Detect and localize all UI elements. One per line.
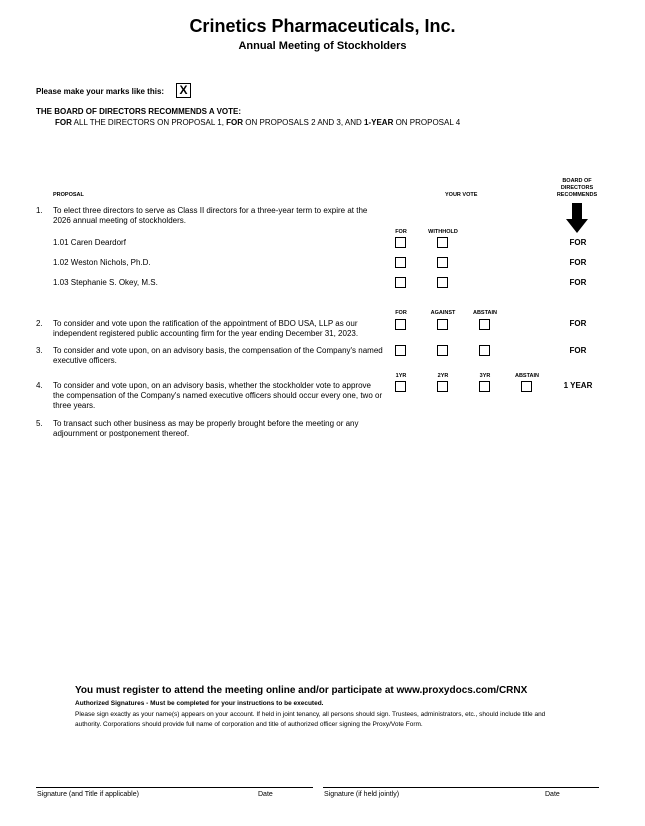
p4-1yr-label: 1YR <box>395 373 407 379</box>
proposal-4-number: 4. <box>36 381 43 390</box>
proposal-4-text: To consider and vote upon, on an advisory basis, whether the stockholder vote to approve the compensation of the Company's named executive officers should occur every one, two or three years. <box>53 381 383 410</box>
proposal-1-number: 1. <box>36 206 43 215</box>
rec-text-2: ON PROPOSALS 2 AND 3, AND <box>243 118 364 127</box>
p2-abstain-checkbox[interactable] <box>479 319 490 330</box>
p4-3yr-checkbox[interactable] <box>479 381 490 392</box>
board-recommendation-summary <box>55 118 460 127</box>
nominee-1-for-checkbox[interactable] <box>395 237 406 248</box>
proposal-2-number: 2. <box>36 319 43 328</box>
nominee-3-name: 1.03 Stephanie S. Okey, M.S. <box>53 278 158 287</box>
nominee-1-withhold-checkbox[interactable] <box>437 237 448 248</box>
signing-instructions: Please sign exactly as your name(s) appears on your account. If held in joint tenancy, all persons should sign. Trustees, administrators, etc., should include title and authority. Corporations should provide full name of corporation and title of authorized officer signing the Proxy/Vote Form. <box>75 711 546 728</box>
signature-1-label: Signature (and Title if applicable) <box>37 791 139 798</box>
company-title: Crinetics Pharmaceuticals, Inc. <box>189 16 456 36</box>
nominee-3-recommendation: FOR <box>569 278 587 287</box>
board-recommendation-title: THE BOARD OF DIRECTORS RECOMMENDS A VOTE: <box>36 107 242 116</box>
p2-against-checkbox[interactable] <box>437 319 448 330</box>
proposal-5-number: 5. <box>36 419 43 428</box>
p3-against-checkbox[interactable] <box>437 345 448 356</box>
p1-withhold-label: WITHHOLD <box>428 229 458 235</box>
nominee-3-for-checkbox[interactable] <box>395 277 406 288</box>
date-2-label: Date <box>545 791 560 798</box>
proposal-2-text: To consider and vote upon the ratification of the appointment of BDO USA, LLP as our independent registered public accounting firm for the year ending December 31, 2023. <box>53 319 359 338</box>
authorized-signatures-note: Authorized Signatures - Must be completed for your instructions to be executed. <box>75 700 324 707</box>
p2-recommendation: FOR <box>569 319 587 328</box>
nominee-2-name: 1.02 Weston Nichols, Ph.D. <box>53 258 151 267</box>
proposal-3-number: 3. <box>36 346 43 355</box>
p3-recommendation: FOR <box>569 346 587 355</box>
signature-line-1[interactable] <box>36 787 313 788</box>
p4-abstain-label: ABSTAIN <box>514 373 540 379</box>
down-arrow-icon <box>566 203 588 238</box>
signature-line-2[interactable] <box>323 787 599 788</box>
nominee-2-for-checkbox[interactable] <box>395 257 406 268</box>
p2-for-checkbox[interactable] <box>395 319 406 330</box>
rec-word-for-1: FOR <box>55 118 72 127</box>
nominee-2-withhold-checkbox[interactable] <box>437 257 448 268</box>
rec-word-1year: 1-YEAR <box>364 118 394 127</box>
meeting-subtitle: Annual Meeting of Stockholders <box>238 40 407 52</box>
mark-example-box: X <box>176 83 191 98</box>
proposal-1-text: To elect three directors to serve as Class II directors for a three-year term to expire at the 2026 annual meeting of stockholders. <box>53 206 368 225</box>
p4-2yr-label: 2YR <box>437 373 449 379</box>
nominee-3-withhold-checkbox[interactable] <box>437 277 448 288</box>
marks-instruction: Please make your marks like this: <box>36 87 165 96</box>
nominee-2-recommendation: FOR <box>569 258 587 267</box>
signature-2-label: Signature (if held jointly) <box>324 791 400 798</box>
p3-for-checkbox[interactable] <box>395 345 406 356</box>
nominee-1-name: 1.01 Caren Deardorf <box>53 238 126 247</box>
proposal-3-text: To consider and vote upon, on an advisory basis, the compensation of the Company's named executive officers. <box>53 346 383 365</box>
rec-text-1: ALL THE DIRECTORS ON PROPOSAL 1, <box>71 118 227 127</box>
your-vote-column-header: YOUR VOTE <box>445 192 478 198</box>
p4-3yr-label: 3YR <box>479 373 491 379</box>
nominee-1-recommendation: FOR <box>569 238 587 247</box>
proposal-column-header: PROPOSAL <box>53 192 84 198</box>
rec-text-3: ON PROPOSAL 4 <box>393 118 461 127</box>
rec-word-for-2: FOR <box>226 118 244 127</box>
date-1-label: Date <box>258 791 273 798</box>
register-notice: You must register to attend the meeting online and/or participate at www.proxydocs.com/CRNX <box>75 685 528 696</box>
p4-recommendation: 1 YEAR <box>563 381 593 390</box>
p4-2yr-checkbox[interactable] <box>437 381 448 392</box>
p4-abstain-checkbox[interactable] <box>521 381 532 392</box>
p2-for-label: FOR <box>395 310 407 316</box>
p4-1yr-checkbox[interactable] <box>395 381 406 392</box>
p3-abstain-checkbox[interactable] <box>479 345 490 356</box>
proposal-5-text: To transact such other business as may be properly brought before the meeting or any adjournment or postponement thereof. <box>53 419 359 438</box>
p1-for-label: FOR <box>395 229 407 235</box>
board-recommends-header: BOARD OF DIRECTORS RECOMMENDS <box>556 178 598 198</box>
p2-against-label: AGAINST <box>430 310 456 316</box>
p2-abstain-label: ABSTAIN <box>472 310 498 316</box>
